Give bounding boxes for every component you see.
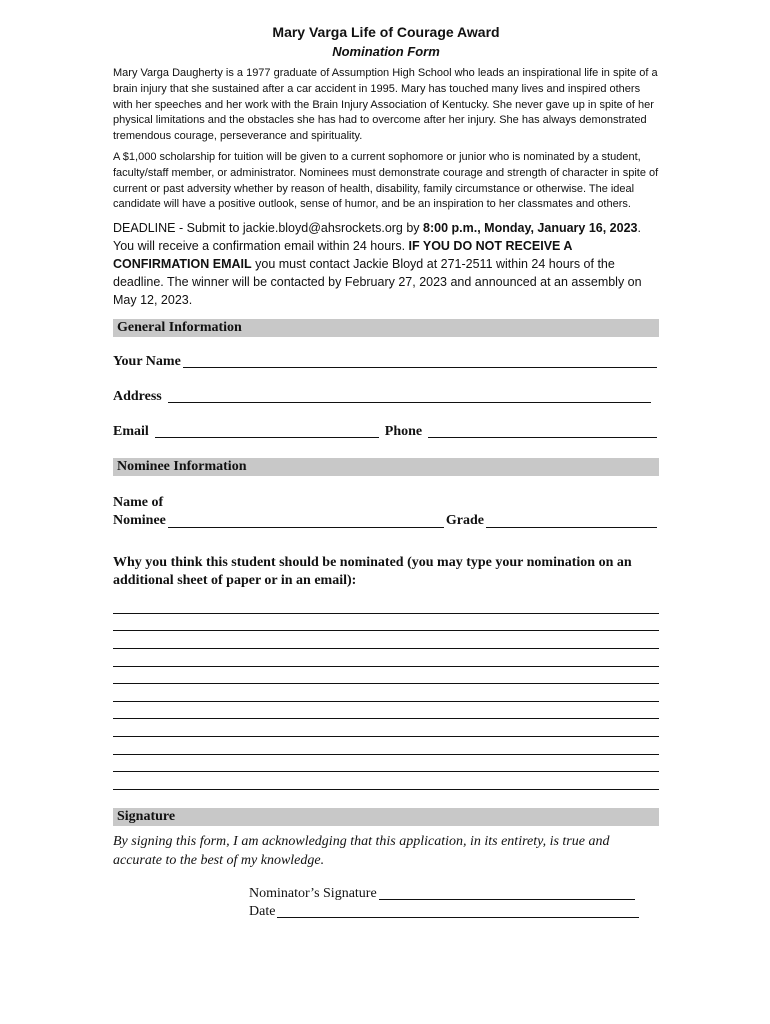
grade-label: Grade xyxy=(445,513,484,529)
reason-line[interactable] xyxy=(113,755,659,773)
nominee-name-row xyxy=(113,494,659,530)
address-field[interactable] xyxy=(168,388,651,403)
address-label: Address xyxy=(113,389,162,405)
why-prompt: Why you think this student should be nominated (you may type your nomination on an additional sheet of paper or in an email): xyxy=(113,555,632,589)
date-label: Date xyxy=(249,903,276,919)
form-subtitle: Nomination Form xyxy=(332,44,440,59)
nominator-signature-field[interactable] xyxy=(379,886,635,900)
general-info-heading: General Information xyxy=(113,319,659,337)
reason-line[interactable] xyxy=(113,702,659,720)
form-title: Mary Varga Life of Courage Award xyxy=(272,24,500,40)
reason-line[interactable] xyxy=(113,684,659,702)
email-label: Email xyxy=(113,424,149,440)
deadline-paragraph xyxy=(113,219,659,309)
email-field[interactable] xyxy=(155,423,379,438)
nominator-signature-row xyxy=(249,886,637,902)
signature-acknowledgement: By signing this form, I am acknowledging that this application, in its entirety, is true and accurate to the best of my knowledge. xyxy=(113,833,610,868)
reason-line[interactable] xyxy=(113,614,659,632)
nominee-name-field[interactable] xyxy=(168,513,444,528)
deadline-suffix: you must contact Jackie Bloyd at 271-2511 within 24 hours of the deadline. The winner will be contacted by February 27, 2023 and announced at an assembly on May 12, 2023. xyxy=(113,257,642,308)
intro-paragraph-1: Mary Varga Daugherty is a 1977 graduate of Assumption High School who leads an inspirational life in spite of a brain injury that she sustained after a car accident in 1995. Mary has touched many lives and inspired others with her speeches and her work with the Brain Injury Association of Kentucky. She never gave up in spite of her physical limitations and the obstacles she has had to overcome after her injury. She has always demonstrated tremendous courage, perseverance and spirituality. xyxy=(113,67,658,143)
address-row xyxy=(113,388,659,405)
your-name-field[interactable] xyxy=(183,353,657,368)
email-phone-row xyxy=(113,423,659,440)
reason-line[interactable] xyxy=(113,649,659,667)
date-row xyxy=(249,904,641,920)
reason-line[interactable] xyxy=(113,667,659,685)
nominator-signature-label: Nominator’s Signature xyxy=(249,885,377,901)
nominee-info-heading: Nominee Information xyxy=(113,458,659,476)
phone-field[interactable] xyxy=(428,423,657,438)
date-field[interactable] xyxy=(277,904,639,918)
reason-line[interactable] xyxy=(113,737,659,755)
signature-heading: Signature xyxy=(113,808,659,826)
deadline-prefix: DEADLINE - Submit to jackie.bloyd@ahsrockets.org by xyxy=(113,221,424,236)
nomination-form xyxy=(113,22,659,920)
nominee-name-label-line2: Nominee xyxy=(113,513,166,529)
your-name-label: Your Name xyxy=(113,354,181,370)
intro-paragraph-2: A $1,000 scholarship for tuition will be given to a current sophomore or junior who is nominated by a student, faculty/staff member, or administrator. Nominees must demonstrate courage and strength of character in spite of current or past adversity whether by reason of health, disability, family circumstance or otherwise. The ideal candidate will have a positive outlook, sense of humor, and be an inspiration to her classmates and others. xyxy=(113,150,659,211)
reason-line[interactable] xyxy=(113,719,659,737)
deadline-after-date: . You will receive a confirmation email within 24 hours. xyxy=(113,221,641,254)
nominee-name-label-line1: Name of xyxy=(113,495,164,511)
reason-line[interactable] xyxy=(113,631,659,649)
nominee-name-label xyxy=(113,494,166,530)
your-name-row xyxy=(113,353,659,370)
reason-line[interactable] xyxy=(113,772,659,790)
deadline-warning: IF YOU DO NOT RECEIVE A CONFIRMATION EMAIL xyxy=(113,239,572,272)
nomination-reason-lines[interactable] xyxy=(113,596,659,790)
phone-label: Phone xyxy=(384,424,423,440)
grade-field[interactable] xyxy=(486,513,657,528)
deadline-date: 8:00 p.m., Monday, January 16, 2023 xyxy=(423,221,638,236)
reason-line[interactable] xyxy=(113,596,659,614)
